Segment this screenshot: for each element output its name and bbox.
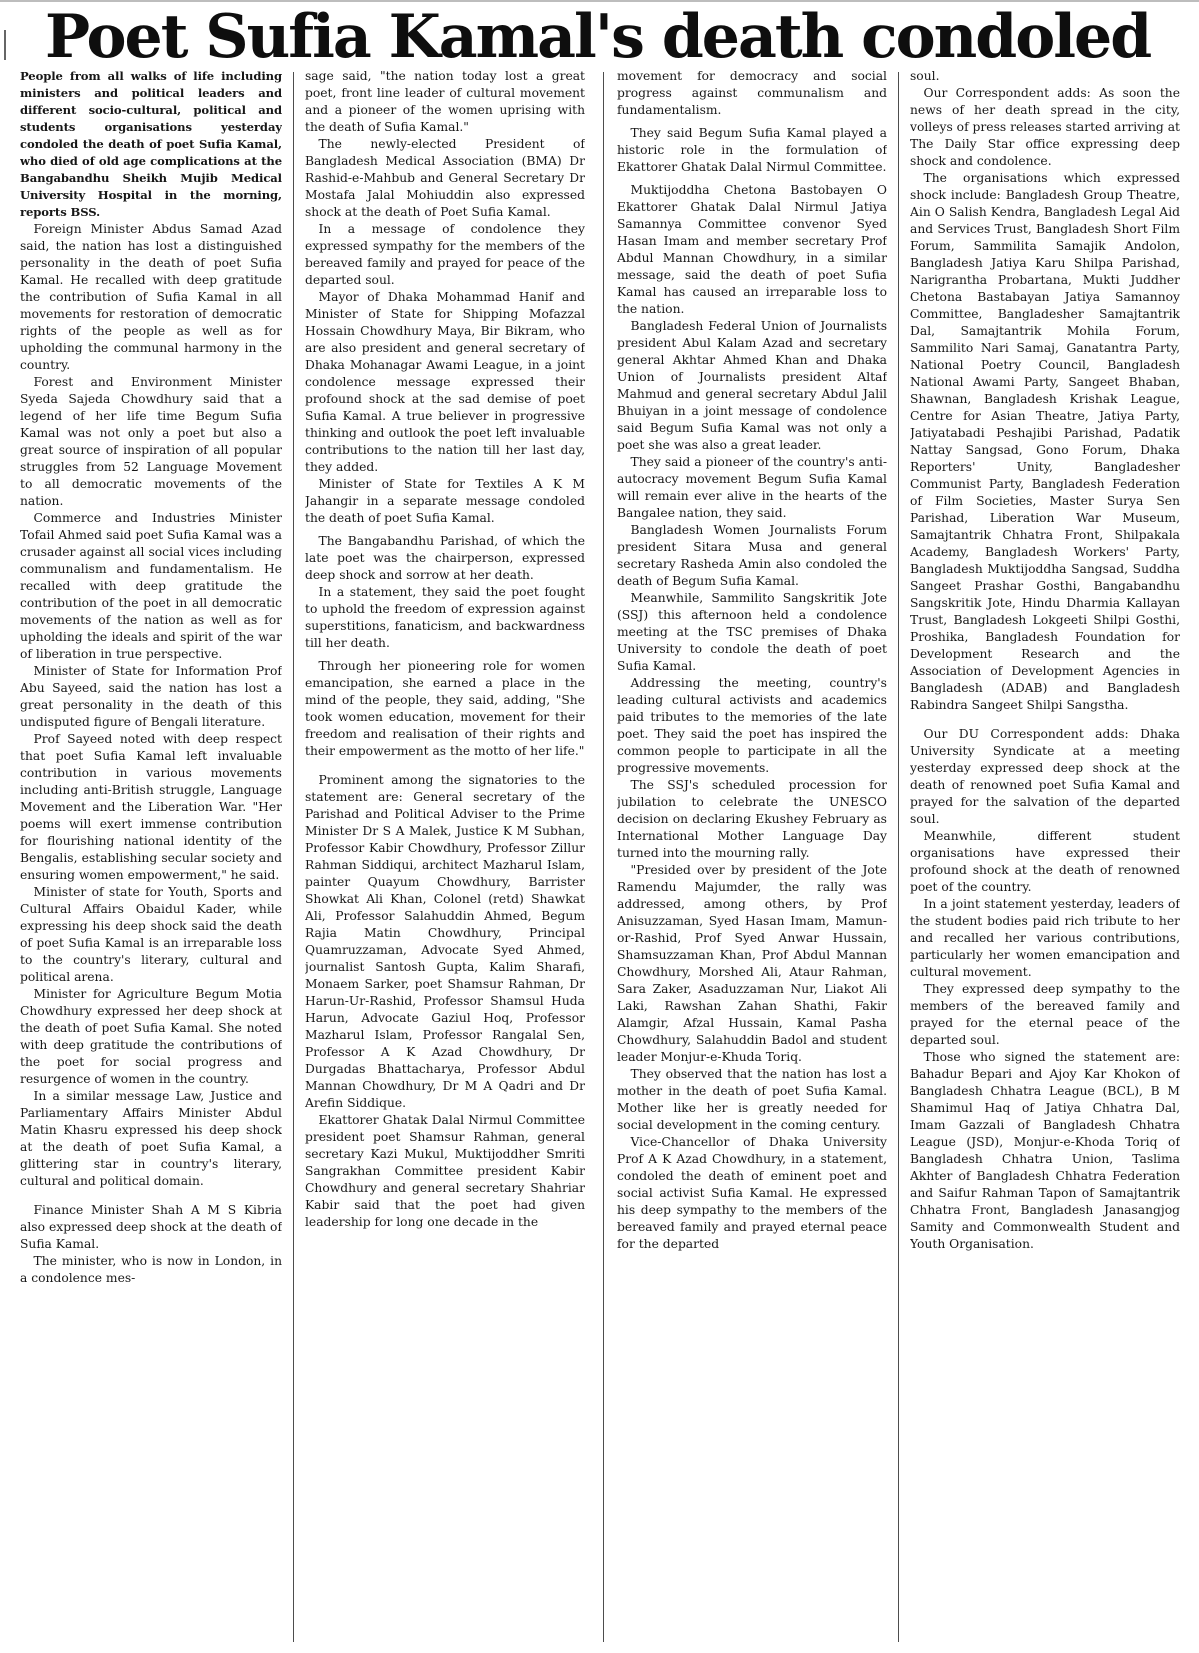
article-paragraph: The organisations which expressed shock include: Bangladesh Group Theatre, Ain O Salish Kendra, Bangladesh Legal Aid and Services Trust, Bangladesh Short Film Forum, Sammilita Samajik Andolon, Bangladesh Jatiya Karu Shilpa Parishad, Narigrantha Probartana, Mukti Juddher Chetona Bastabayan Jatiya Samannoy Committee, Bangladesher Samajtantrik Dal, Samajtantrik Mohila Forum, Sammilito Nari Samaj, Ganatantra Party, National Poetry Council, Bangladesh National Awami Party, Sangeet Bhaban, Shawnan, Bangladesh Krishak League, Centre for Asian Theatre, Jatiya Party, Jatiyatabadi Peshajibi Parishad, Padatik Nattay Sangsad, Gono Forum, Dhaka Reporters' Unity, Bangladesher Communist Party, Bangladesh Federation of Film Societies, Master Surya Sen Parishad, Liberation War Museum, Samajtantrik Chhatra Front, Shilpakala Academy, Bangladesh Workers' Party, Bangladesh Muktijoddha Sangsad, Suddha Sangeet Prashar Gosthi, Bangabandhu Sangskritik Jote, Hindu Dharmia Kallayan Trust, Bangladesh Lokgeeti Shilpi Gosthi, Proshika, Bangladesh Foundation for Development Research and the Association of Development Agencies in Bangladesh (ADAB) and Bangladesh Rabindra Sangeet Shilpi Sangstha. bbox=[910, 171, 1180, 712]
article-column-4 bbox=[910, 68, 1180, 1648]
column-divider bbox=[898, 72, 899, 1642]
article-paragraph: "Presided over by president of the Jote Ramendu Majumder, the rally was addressed, among others, by Prof Anisuzzaman, Syed Hasan Imam, Mamun-or-Rashid, Prof Syed Anwar Hussain, Shamsuzzaman Khan, Prof Abdul Mannan Chowdhury, Morshed Ali, Ataur Rahman, Sara Zaker, Asaduzzaman Nur, Liakot Ali Laki, Rawshan Zahan Shathi, Fakir Alamgir, Afzal Hussain, Kamal Pasha Chowdhury, Salahuddin Badol and student leader Monjur-e-Khuda Toriq. bbox=[617, 863, 887, 1064]
article-paragraph: Mayor of Dhaka Mohammad Hanif and Minister of State for Shipping Mofazzal Hossain Chowdhury Maya, Bir Bikram, who are also president and general secretary of Dhaka Mohanagar Awami League, in a joint condolence message expressed their profound shock at the sad demise of poet Sufia Kamal. A true believer in progressive thinking and outlook the poet left invaluable contributions to the nation till her last day, they added. bbox=[305, 290, 585, 474]
article-paragraph: Addressing the meeting, country's leading cultural activists and academics paid tributes to the memories of the late poet. They said the poet has inspired the common people to participate in all the progressive movements. bbox=[617, 676, 887, 775]
article-paragraph: Prof Sayeed noted with deep respect that poet Sufia Kamal left invaluable contribution in various movements including anti-British struggle, Language Movement and the Liberation War. "Her poems will exert immense contribution for flourishing national identity of the Bengalis, establishing secular society and ensuring women empowerment," he said. bbox=[20, 732, 282, 882]
article-paragraph: People from all walks of life including ministers and political leaders and different socio-cultural, political and students organisations yesterday condoled the death of poet Sufia Kamal, who died of old age complications at the Bangabandhu Sheikh Mujib Medical University Hospital in the morning, reports BSS. bbox=[20, 69, 282, 219]
article-paragraph: Those who signed the statement are: Bahadur Bepari and Ajoy Kar Khokon of Bangladesh Chhatra League (BCL), B M Shamimul Haq of Jatiya Chhatra Dal, Imam Gazzali of Bangladesh Chhatra League (JSD), Monjur-e-Khoda Toriq of Bangladesh Chhatra Union, Taslima Akhter of Bangladesh Chhatra Federation and Saifur Rahman Tapon of Samajtantrik Chhatra Front, Bangladesh Janasangjog Samity and Commonwealth Student and Youth Organisation. bbox=[910, 1050, 1180, 1251]
article-paragraph: sage said, "the nation today lost a great poet, front line leader of cultural movement and a pioneer of the women uprising with the death of Sufia Kamal." bbox=[305, 69, 585, 134]
article-paragraph: Minister of state for Youth, Sports and Cultural Affairs Obaidul Kader, while expressing his deep shock said the death of poet Sufia Kamal is an irreparable loss to the country's literary, cultural and political arena. bbox=[20, 885, 282, 984]
article-paragraph: Prominent among the signatories to the statement are: General secretary of the Parishad and Political Adviser to the Prime Minister Dr S A Malek, Justice K M Subhan, Professor Kabir Chowdhury, Professor Zillur Rahman Siddiqui, architect Mazharul Islam, painter Quayum Chowdhury, Barrister Showkat Ali Khan, Colonel (retd) Shawkat Ali, Professor Salahuddin Ahmed, Begum Rajia Matin Chowdhury, Principal Quamruzzaman, Advocate Syed Ahmed, journalist Santosh Gupta, Kalim Sharafi, Monaem Sarker, poet Shamsur Rahman, Dr Harun-Ur-Rashid, Professor Shamsul Huda Harun, Advocate Gaziul Hoq, Professor Mazharul Islam, Professor Rangalal Sen, Professor A K Azad Chowdhury, Dr Durgadas Bhattacharya, Professor Abdul Mannan Chowdhury, Dr M A Qadri and Dr Arefin Siddique. bbox=[305, 773, 585, 1110]
article-paragraph: In a joint statement yesterday, leaders of the student bodies paid rich tribute to her and recalled her various contributions, particularly her women emancipation and cultural movement. bbox=[910, 897, 1180, 979]
article-paragraph: Bangladesh Federal Union of Journalists president Abul Kalam Azad and secretary general Akhtar Ahmed Khan and Dhaka Union of Journalists president Altaf Mahmud and general secretary Abdul Jalil Bhuiyan in a joint message of condolence said Begum Sufia Kamal was not only a poet she was also a great leader. bbox=[617, 319, 887, 452]
article-column-2 bbox=[305, 68, 585, 1648]
article-paragraph: They observed that the nation has lost a mother in the death of poet Sufia Kamal. Mother like her is greatly needed for social development in the coming century. bbox=[617, 1067, 887, 1132]
article-paragraph: Vice-Chancellor of Dhaka University Prof A K Azad Chowdhury, in a statement, condoled the death of eminent poet and social activist Sufia Kamal. He expressed his deep sympathy to the members of the bereaved family and prayed eternal peace for the departed bbox=[617, 1135, 887, 1251]
article-paragraph: Minister for Agriculture Begum Motia Chowdhury expressed her deep shock at the death of poet Sufia Kamal. She noted with deep gratitude the contributions of the poet for social progress and resurgence of women in the country. bbox=[20, 987, 282, 1086]
article-paragraph: Meanwhile, different student organisations have expressed their profound shock at the death of renowned poet of the country. bbox=[910, 829, 1180, 894]
article-paragraph: They said Begum Sufia Kamal played a historic role in the formulation of Ekattorer Ghatak Dalal Nirmul Committee. bbox=[617, 126, 887, 174]
column-divider bbox=[603, 72, 604, 1642]
edge-mark bbox=[4, 30, 6, 60]
article-paragraph: The Bangabandhu Parishad, of which the late poet was the chairperson, expressed deep shock and sorrow at her death. bbox=[305, 534, 585, 582]
headline: Poet Sufia Kamal's death condoled bbox=[45, 2, 1151, 72]
article-paragraph: They expressed deep sympathy to the members of the bereaved family and prayed for the eternal peace of the departed soul. bbox=[910, 982, 1180, 1047]
article-column-3 bbox=[617, 68, 887, 1648]
article-paragraph: Bangladesh Women Journalists Forum president Sitara Musa and general secretary Rasheda Amin also condoled the death of Begum Sufia Kamal. bbox=[617, 523, 887, 588]
article-paragraph: Minister of State for Information Prof Abu Sayeed, said the nation has lost a great personality in the death of this undisputed figure of Bengali literature. bbox=[20, 664, 282, 729]
article-paragraph: Forest and Environment Minister Syeda Sajeda Chowdhury said that a legend of her life time Begum Sufia Kamal was not only a poet but also a great source of inspiration of all popular struggles from 52 Language Movement to all democratic movements of the nation. bbox=[20, 375, 282, 508]
article-paragraph: Our Correspondent adds: As soon the news of her death spread in the city, volleys of press releases started arriving at The Daily Star office expressing deep shock and condolence. bbox=[910, 86, 1180, 168]
article-paragraph: In a message of condolence they expressed sympathy for the members of the bereaved family and prayed for peace of the departed soul. bbox=[305, 222, 585, 287]
article-column-1 bbox=[20, 68, 282, 1648]
article-paragraph: The SSJ's scheduled procession for jubilation to celebrate the UNESCO decision on declaring Ekushey February as International Mother Language Day turned into the mourning rally. bbox=[617, 778, 887, 860]
article-paragraph: movement for democracy and social progress against communalism and fundamentalism. bbox=[617, 69, 887, 117]
article-paragraph: Commerce and Industries Minister Tofail Ahmed said poet Sufia Kamal was a crusader against all social vices including communalism and fundamentalism. He recalled with deep gratitude the contribution of the poet in all democratic movements of the nation as well as for upholding the ideals and spirit of the war of liberation in true perspective. bbox=[20, 511, 282, 661]
article-paragraph: The newly-elected President of Bangladesh Medical Association (BMA) Dr Rashid-e-Mahbub and General Secretary Dr Mostafa Jalal Mohiuddin also expressed shock at the death of Poet Sufia Kamal. bbox=[305, 137, 585, 219]
article-paragraph: Ekattorer Ghatak Dalal Nirmul Committee president poet Shamsur Rahman, general secretary Kazi Mukul, Muktijoddher Smriti Sangrakhan Committee president Kabir Chowdhury and general secretary Shahriar Kabir said that the poet had given leadership for long one decade in the bbox=[305, 1113, 585, 1229]
article-paragraph: In a statement, they said the poet fought to uphold the freedom of expression against superstitions, fanaticism, and backwardness till her death. bbox=[305, 585, 585, 650]
article-paragraph: Our DU Correspondent adds: Dhaka University Syndicate at a meeting yesterday expressed deep shock at the death of renowned poet Sufia Kamal and prayed for the salvation of the departed soul. bbox=[910, 727, 1180, 826]
article-paragraph: Muktijoddha Chetona Bastobayen O Ekattorer Ghatak Dalal Nirmul Jatiya Samannya Committee convenor Syed Hasan Imam and member secretary Prof Abdul Mannan Chowdhury, in a similar message, said the death of poet Sufia Kamal has caused an irreparable loss to the nation. bbox=[617, 183, 887, 316]
article-paragraph: They said a pioneer of the country's anti-autocracy movement Begum Sufia Kamal will remain ever alive in the hearts of the Bangalee nation, they said. bbox=[617, 455, 887, 520]
article-paragraph: The minister, who is now in London, in a condolence mes- bbox=[20, 1254, 282, 1285]
article-paragraph: Meanwhile, Sammilito Sangskritik Jote (SSJ) this afternoon held a condolence meeting at the TSC premises of Dhaka University to condole the death of poet Sufia Kamal. bbox=[617, 591, 887, 673]
article-paragraph: In a similar message Law, Justice and Parliamentary Affairs Minister Abdul Matin Khasru expressed his deep shock at the death of poet Sufia Kamal, a glittering star in country's literary, cultural and political domain. bbox=[20, 1089, 282, 1188]
article-paragraph: Foreign Minister Abdus Samad Azad said, the nation has lost a distinguished personality in the death of poet Sufia Kamal. He recalled with deep gratitude the contribution of Sufia Kamal in all movements for restoration of democratic rights of the people as well as for upholding the communal harmony in the country. bbox=[20, 222, 282, 372]
column-divider bbox=[293, 72, 294, 1642]
article-paragraph: Through her pioneering role for women emancipation, she earned a place in the mind of the people, they said, adding, "She took women education, movement for their freedom and realisation of their rights and their empowerment as the motto of her life." bbox=[305, 659, 585, 758]
article-paragraph: Finance Minister Shah A M S Kibria also expressed deep shock at the death of Sufia Kamal. bbox=[20, 1203, 282, 1251]
article-paragraph: soul. bbox=[910, 69, 940, 83]
article-paragraph: Minister of State for Textiles A K M Jahangir in a separate message condoled the death of poet Sufia Kamal. bbox=[305, 477, 585, 525]
